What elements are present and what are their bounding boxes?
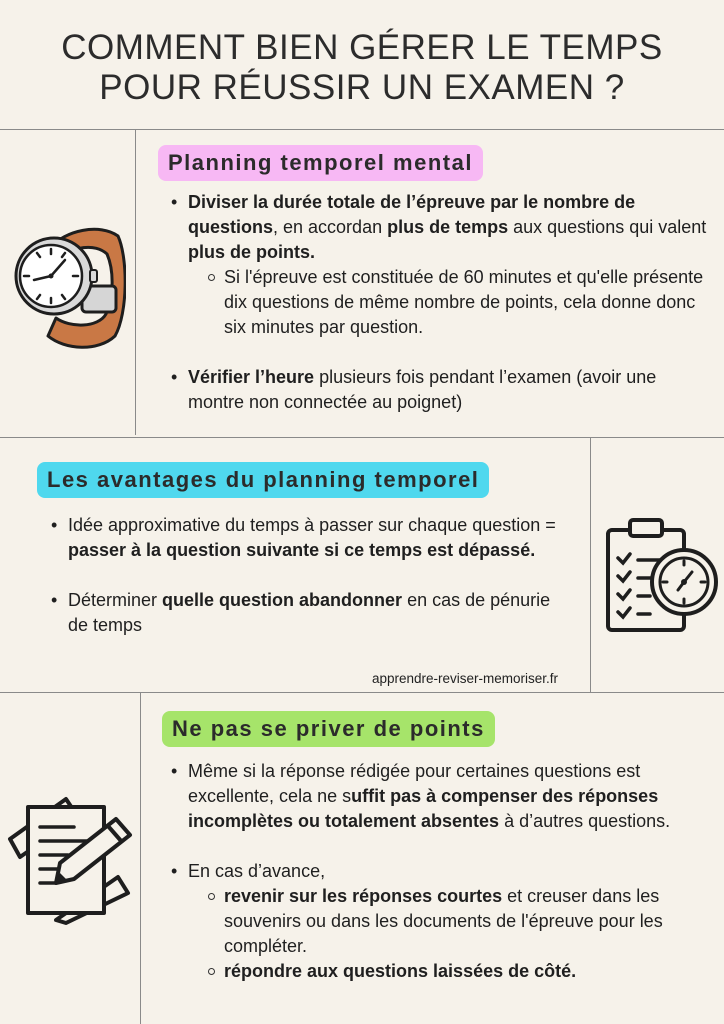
- section1-bullet2-text: plusieurs fois pendant l’examen (avoir une montre non connectée au poignet): [188, 367, 657, 412]
- section3-bullet1: [188, 759, 703, 834]
- section3-bullet1-text1: Même si la réponse rédigée pour certaines questions est excellente, cela ne s: [188, 761, 641, 806]
- section3-bullet2-text: En cas d’avance,: [188, 861, 326, 881]
- section1-bullet1: [188, 190, 708, 340]
- clipboard-clock-icon: [604, 516, 720, 634]
- document-pencil-icon: [6, 795, 136, 925]
- section2-bullet2-text2: en cas de pénurie de temps: [68, 590, 551, 635]
- divider-middle: [0, 437, 724, 438]
- section1-heading: Planning temporel mental: [158, 145, 483, 181]
- page-title: [0, 28, 724, 108]
- divider-bottom: [0, 692, 724, 693]
- section2-bullet2-bold: quelle question abandonner: [162, 590, 403, 610]
- section3-subbullet1-text: et creuser dans les souvenirs ou dans les documents de l'épreuve pour les compléter.: [224, 886, 663, 956]
- section1-bullet1-bold2: plus de temps: [387, 217, 509, 237]
- section1-bullet1-bold1: Diviser la durée totale de l’épreuve par le nombre de questions: [188, 192, 636, 237]
- section2-bullet1-bold: passer à la question suivante si ce temps est dépassé.: [68, 540, 536, 560]
- source-url: apprendre-reviser-memoriser.fr: [372, 671, 559, 686]
- section3-bullet1-text2: à d’autres questions.: [499, 811, 671, 831]
- divider-top: [0, 129, 724, 130]
- section1-bullet2-bold: Vérifier l’heure: [188, 367, 315, 387]
- section1-bullet1-text1: , en accordan: [273, 217, 388, 237]
- section2-heading: Les avantages du planning temporel: [37, 462, 489, 498]
- page-title-line2: POUR RÉUSSIR UN EXAMEN ?: [99, 68, 625, 107]
- section3-subbullet1-bold: revenir sur les réponses courtes: [224, 886, 503, 906]
- section3-text: [188, 759, 703, 984]
- section3-bullet1-bold: uffit pas à compenser des réponses incomplètes ou totalement absentes: [188, 786, 659, 831]
- section1-bullet1-bold3: plus de points.: [188, 242, 316, 262]
- section1-bullet1-text2: aux questions qui valent: [508, 217, 707, 237]
- section3-subbullet2-bold: répondre aux questions laissées de côté.: [224, 961, 577, 981]
- section3-heading: Ne pas se priver de points: [162, 711, 495, 747]
- section2-text: [68, 513, 568, 638]
- section2-bullet2: [68, 588, 568, 638]
- section2-bullet2-text1: Déterminer: [68, 590, 163, 610]
- page-title-line1: COMMENT BIEN GÉRER LE TEMPS: [61, 28, 663, 67]
- section2-bullet1: [68, 513, 568, 563]
- section3-bullet2: [188, 859, 703, 984]
- section2-bullet1-text: Idée approximative du temps à passer sur chaque question =: [68, 515, 556, 535]
- section3-subbullet2: [224, 959, 703, 984]
- section3-subbullet1: [224, 884, 703, 959]
- section1-subbullet1: Si l'épreuve est constituée de 60 minutes et qu'elle présente dix questions de même nombre de points, cela donne donc six minutes par question.: [224, 265, 708, 340]
- wristwatch-icon: [10, 218, 126, 353]
- divider-section1-vertical: [135, 130, 136, 435]
- section1-bullet2: [188, 365, 708, 415]
- divider-section3-vertical: [140, 693, 141, 1024]
- divider-section2-vertical: [590, 438, 591, 692]
- section1-text: [188, 190, 708, 415]
